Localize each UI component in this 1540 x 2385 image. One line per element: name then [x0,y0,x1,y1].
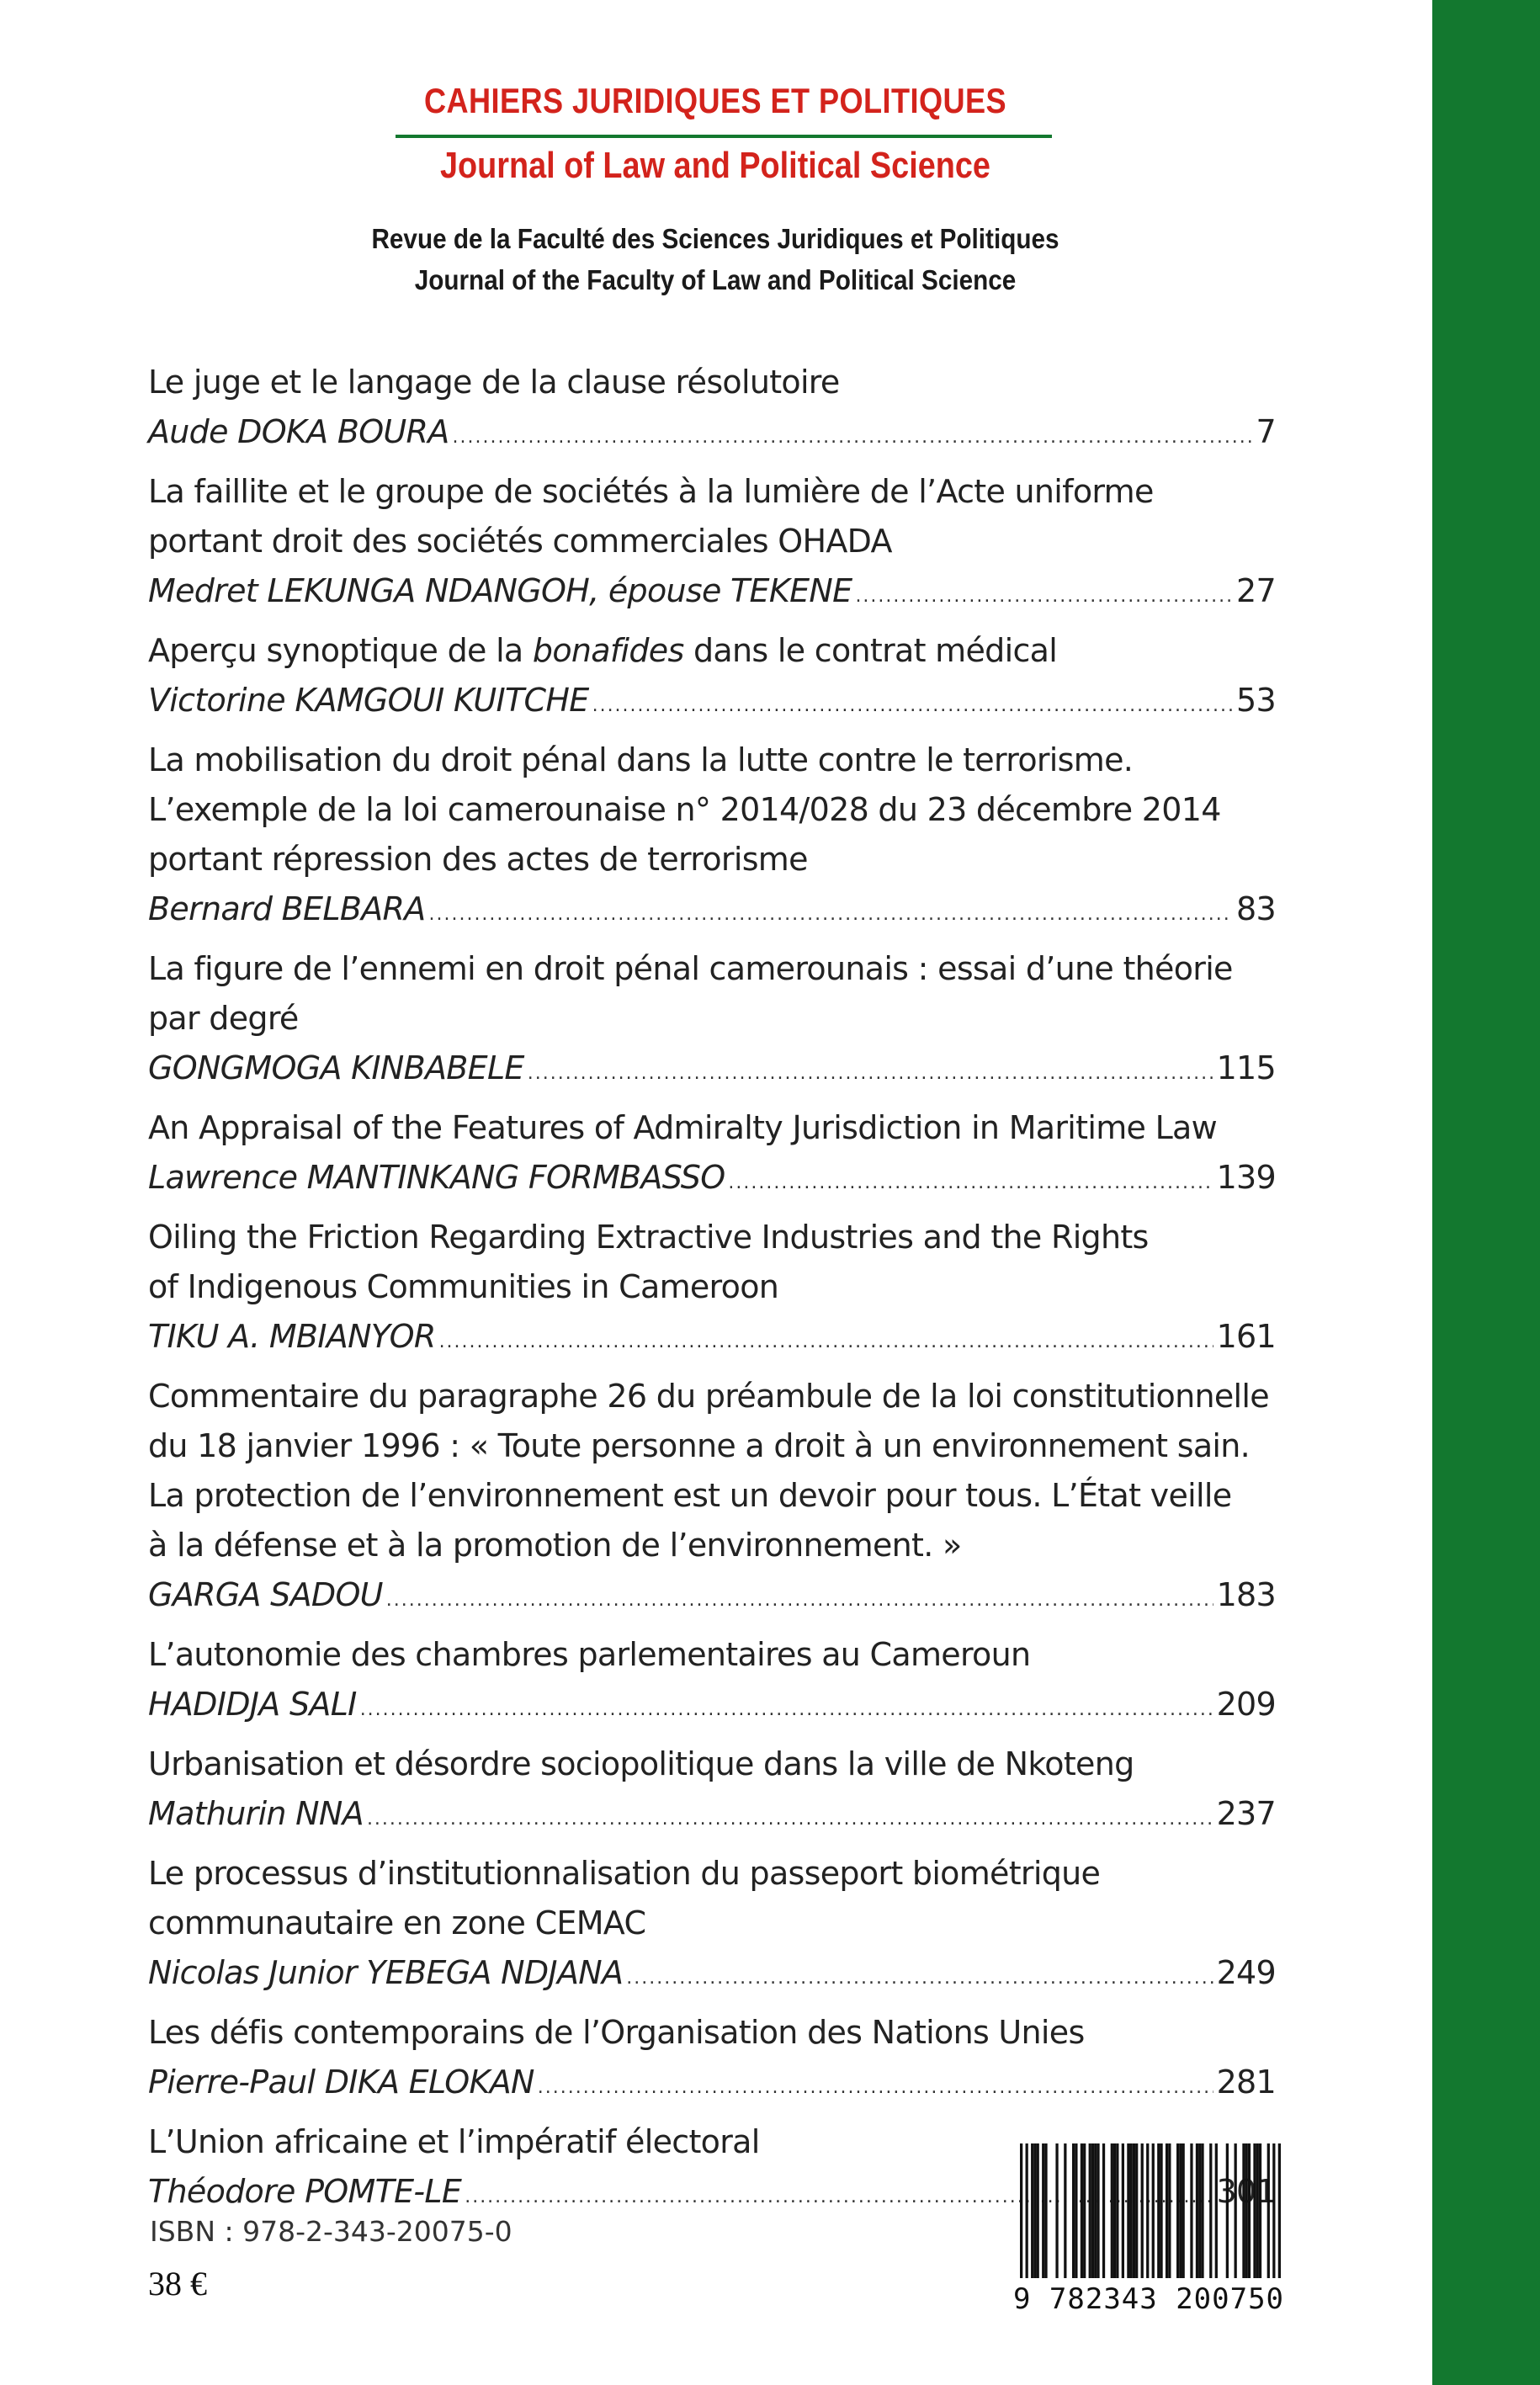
toc-author: Bernard BELBARA [148,890,426,927]
toc-title-line: L’exemple de la loi camerounaise n° 2014/028 du 23 décembre 2014 [148,791,1221,828]
toc-author-line [148,884,1276,934]
toc-author-line [148,1948,1276,1998]
barcode-bar [1157,2143,1160,2278]
barcode-bar [1272,2143,1275,2278]
toc-title-line: La protection de l’environnement est un devoir pour tous. L’État veille [148,1477,1232,1514]
barcode-bar [1256,2143,1259,2278]
barcode-bar [1020,2143,1022,2278]
toc-page-number: 209 [1216,1686,1276,1723]
table-of-contents [148,358,1276,2227]
toc-entry [148,1372,1276,1620]
toc-title-line: of Indigenous Communities in Cameroon [148,1268,779,1305]
dot-leader [592,681,1233,730]
barcode-bar [1072,2143,1075,2278]
toc-author: Aude DOKA BOURA [148,413,449,450]
toc-author-line [148,566,1276,616]
toc-author-line [148,1680,1276,1729]
toc-title-line: communautaire en zone CEMAC [148,1904,646,1941]
barcode-number: 9 782343 200750 [1012,2282,1285,2316]
barcode-bar [1141,2143,1144,2278]
barcode-bar [1127,2143,1129,2278]
toc-entry [148,1630,1276,1729]
toc-title-line: Oiling the Friction Regarding Extractive Industries and the Rights [148,1219,1149,1256]
toc-entry [148,1213,1276,1362]
barcode-bar [1267,2143,1270,2278]
barcode-bar [1094,2143,1097,2278]
toc-title-line: An Appraisal of the Features of Admiralty Jurisdiction in Maritime Law [148,1109,1218,1146]
barcode-bar [1097,2143,1099,2278]
toc-author: GONGMOGA KINBABELE [148,1049,524,1086]
toc-author: GARGA SADOU [148,1576,383,1613]
toc-entry [148,467,1276,616]
dot-leader [528,1049,1213,1098]
toc-entry [148,1849,1276,1998]
toc-page-number: 161 [1216,1318,1276,1355]
toc-entry [148,736,1276,934]
toc-entry [148,358,1276,457]
barcode-bar [1135,2143,1138,2278]
dot-leader [538,2063,1213,2112]
barcode-bar [1160,2143,1162,2278]
dot-leader [428,890,1233,939]
barcode-bar [1242,2143,1245,2278]
barcode-bar [1037,2143,1039,2278]
toc-author-line [148,1312,1276,1362]
toc-page-number: 139 [1216,1159,1276,1196]
toc-title-line: Urbanisation et désordre sociopolitique dans la ville de Nkoteng [148,1745,1134,1782]
toc-title-line: L’Union africaine et l’impératif électoral [148,2123,760,2160]
green-spine-band [1432,0,1540,2385]
toc-author: Pierre-Paul DIKA ELOKAN [148,2064,534,2101]
barcode-bar [1055,2143,1058,2278]
toc-title-line: à la défense et à la promotion de l’environnement. » [148,1527,962,1564]
title-divider [396,135,1052,138]
toc-author-line [148,1570,1276,1620]
barcode-bar [1075,2143,1077,2278]
barcode-bar [1026,2143,1028,2278]
barcode-bar [1033,2143,1036,2278]
barcode-bar [1259,2143,1261,2278]
barcode-bar [1190,2143,1192,2278]
barcode-bar [1089,2143,1091,2278]
barcode-bar [1044,2143,1047,2278]
toc-title-line: Les défis contemporains de l’Organisation des Nations Unies [148,2014,1085,2051]
toc-page-number: 7 [1256,413,1276,450]
toc-title-line: La figure de l’ennemi en droit pénal camerounais : essai d’une théorie [148,950,1233,987]
barcode-bar [1176,2143,1179,2278]
barcode-bar [1196,2143,1198,2278]
barcode-bar [1198,2143,1201,2278]
toc-author-line [148,1789,1276,1839]
toc-entry [148,626,1276,725]
toc-title-line: portant droit des sociétés commerciales OHADA [148,523,892,560]
toc-title-line: La faillite et le groupe de sociétés à la lumière de l’Acte uniforme [148,473,1154,510]
toc-title-line: du 18 janvier 1996 : « Toute personne a droit à un environnement sain. [148,1427,1251,1464]
toc-page-number: 53 [1236,682,1276,719]
toc-title-line: L’autonomie des chambres parlementaires au Cameroun [148,1636,1031,1673]
toc-page-number: 115 [1216,1049,1276,1086]
faculty-line-english: Journal of the Faculty of Law and Political Science [414,264,1017,295]
barcode-bar [1248,2143,1251,2278]
journal-title-english: Journal of Law and Political Science [440,145,990,186]
toc-title-line: portant répression des actes de terrorisme [148,841,808,878]
toc-author: Nicolas Junior YEBEGA NDJANA [148,1954,624,1991]
barcode-bar [1245,2143,1248,2278]
barcode-bar [1168,2143,1171,2278]
toc-author: Lawrence MANTINKANG FORMBASSO [148,1159,725,1196]
barcode-bar [1253,2143,1256,2278]
dot-leader [439,1317,1213,1367]
price-text: 38 € [148,2265,207,2303]
barcode-bar [1201,2143,1203,2278]
toc-entry [148,1740,1276,1839]
dot-leader [626,1953,1213,2003]
toc-author-line [148,1153,1276,1203]
toc-page-number: 249 [1216,1954,1276,1991]
toc-title-line: Le juge et le langage de la clause résolutoire [148,364,840,401]
isbn-text: ISBN : 978-2-343-20075-0 [150,2215,512,2248]
barcode-bar [1116,2143,1118,2278]
toc-entry [148,2008,1276,2107]
barcode-bar [1091,2143,1094,2278]
barcode-graphic [1020,2143,1281,2278]
toc-author: Mathurin NNA [148,1795,364,1832]
barcode-bar [1111,2143,1113,2278]
dot-leader [855,571,1233,621]
barcode-bar [1042,2143,1044,2278]
barcode-bar [1031,2143,1033,2278]
toc-author: HADIDJA SALI [148,1686,357,1723]
barcode-bar [1182,2143,1185,2278]
barcode-bar [1130,2143,1133,2278]
barcode-bar [1146,2143,1149,2278]
toc-author: TIKU A. MBIANYOR [148,1318,436,1355]
toc-author: Théodore POMTE-LE [148,2173,462,2210]
barcode-bar [1083,2143,1086,2278]
barcode-bar [1133,2143,1135,2278]
barcode-bar [1226,2143,1229,2278]
dot-leader [360,1685,1213,1734]
barcode-bar [1166,2143,1168,2278]
dot-leader [728,1158,1213,1208]
toc-author: Victorine KAMGOUI KUITCHE [148,682,589,719]
toc-author: Medret LEKUNGA NDANGOH, épouse TEKENE [148,572,852,609]
barcode-bar [1081,2143,1083,2278]
toc-page-number: 83 [1236,890,1276,927]
barcode-bar [1152,2143,1155,2278]
barcode-bar [1122,2143,1124,2278]
toc-page-number: 237 [1216,1795,1276,1832]
toc-page-number: 183 [1216,1576,1276,1613]
toc-title-line: par degré [148,1000,299,1037]
journal-title-french: CAHIERS JURIDIQUES ET POLITIQUES [423,81,1007,120]
toc-author-line [148,407,1276,457]
toc-title-line: La mobilisation du droit pénal dans la lutte contre le terrorisme. [148,741,1134,778]
toc-author-line [148,676,1276,725]
barcode-bar [1215,2143,1218,2278]
toc-entry [148,944,1276,1093]
dot-leader [453,412,1253,462]
faculty-line-french: Revue de la Faculté des Sciences Juridiques et Politiques [371,223,1059,254]
barcode-bar [1235,2143,1237,2278]
barcode-bar [1113,2143,1116,2278]
toc-title-line: Le processus d’institutionnalisation du passeport biométrique [148,1855,1101,1892]
toc-author-line [148,1044,1276,1093]
barcode-bar [1209,2143,1212,2278]
toc-title-line: Commentaire du paragraphe 26 du préambule de la loi constitutionnelle [148,1378,1269,1415]
dot-leader [386,1575,1213,1625]
toc-author-line [148,2058,1276,2107]
toc-page-number: 281 [1216,2064,1276,2101]
barcode-bar [1064,2143,1066,2278]
toc-title-line: Aperçu synoptique de la bonafides dans le contrat médical [148,632,1058,669]
dot-leader [367,1794,1213,1844]
toc-page-number: 27 [1236,572,1276,609]
barcode-bar [1102,2143,1105,2278]
barcode-bar [1179,2143,1182,2278]
toc-entry [148,1103,1276,1203]
barcode-bar [1278,2143,1281,2278]
